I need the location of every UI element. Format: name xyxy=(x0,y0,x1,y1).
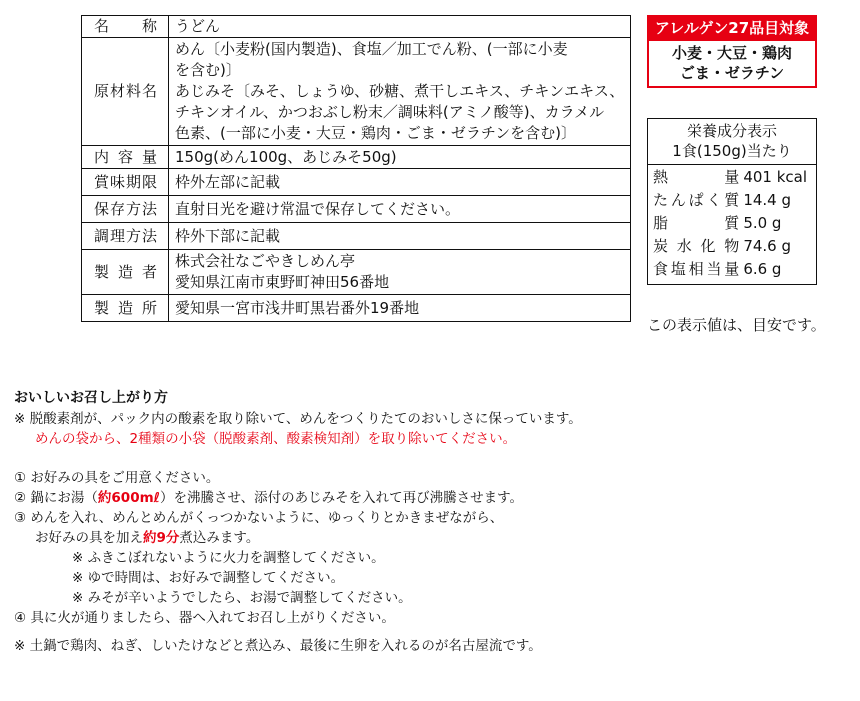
step-3-text: 煮込みます。 xyxy=(179,530,260,546)
nagoya-style-tip: ※ 土鍋で鶏肉、ねぎ、しいたけなどと煮込み、最後に生卵を入れるのが名古屋流です。 xyxy=(14,638,542,654)
ingredients-line: を含む)〕 xyxy=(175,61,241,79)
label-row-ingredients xyxy=(82,38,631,146)
nutrition-row xyxy=(648,189,816,212)
allergen-title: アレルゲン27品目対象 xyxy=(649,17,815,41)
nutrient-name: 脂質 xyxy=(653,214,740,232)
manufacturer-name: 株式会社なごやきしめん亭 xyxy=(175,252,356,270)
manufacturer-address: 愛知県江南市東野町神田56番地 xyxy=(175,273,390,291)
label-row-name xyxy=(82,16,631,38)
oxygen-absorber-note: ※ 脱酸素剤が、パック内の酸素を取り除いて、めんをつくりたてのおいしさに保っています。 xyxy=(14,411,582,427)
allergen-list xyxy=(649,41,815,86)
nutrition-note: この表示値は、目安です。 xyxy=(647,316,826,334)
nutrient-name: たんぱく質 xyxy=(653,191,740,209)
nutrition-row xyxy=(648,235,816,258)
nutrient-value: 401 kcal xyxy=(743,168,808,186)
step-1: ① お好みの具をご用意ください。 xyxy=(14,470,220,486)
allergen-line: ごま・ゼラチン xyxy=(679,64,785,82)
step-2 xyxy=(14,488,844,508)
nutrient-value: 14.4 g xyxy=(743,191,792,209)
nutrient-name: 熱量 xyxy=(653,168,740,186)
nutrition-row xyxy=(648,212,816,235)
ingredients-line: 色素、(一部に小麦・大豆・鶏肉・ごま・ゼラチンを含む)〕 xyxy=(175,124,576,142)
step-3-note: ※ ゆで時間は、お好みで調整してください。 xyxy=(72,570,345,586)
nutrient-name: 食塩相当量 xyxy=(653,260,740,278)
nutrient-value: 5.0 g xyxy=(743,214,782,232)
step-2-text: ② 鍋にお湯（ xyxy=(14,490,98,506)
nutrition-header xyxy=(648,119,816,165)
nutrition-row xyxy=(648,166,816,189)
label-value: 愛知県一宮市浅井町黒岩番外19番地 xyxy=(169,295,631,322)
nutrient-value: 74.6 g xyxy=(743,237,792,255)
label-row-factory xyxy=(82,295,631,322)
label-value xyxy=(169,250,631,295)
step-3-note: ※ ふきこぼれないように火力を調整してください。 xyxy=(72,550,385,566)
label-key: 内容量 xyxy=(82,146,169,169)
step-2-text: ）を沸騰させ、添付のあじみそを入れて再び沸騰させます。 xyxy=(160,490,524,506)
nutrient-name: 炭水化物 xyxy=(653,237,740,255)
label-key: 製造所 xyxy=(82,295,169,322)
allergen-line: 小麦・大豆・鶏肉 xyxy=(671,44,792,62)
label-value: 150g(めん100g、あじみそ50g) xyxy=(169,146,631,169)
label-row-cooking xyxy=(82,223,631,250)
label-row-expiry xyxy=(82,169,631,196)
nutrition-row xyxy=(648,258,816,281)
step-3-note: ※ みそが辛いようでしたら、お湯で調整してください。 xyxy=(72,590,412,606)
nutrition-facts-box xyxy=(647,118,817,285)
step-4: ④ 具に火が通りましたら、器へ入れてお召し上がりください。 xyxy=(14,610,395,626)
label-value: 直射日光を避け常温で保存してください。 xyxy=(169,196,631,223)
label-value xyxy=(169,38,631,146)
label-value: うどん xyxy=(169,16,631,38)
allergen-box xyxy=(647,15,817,88)
step-3-text: お好みの具を加え xyxy=(35,530,143,546)
ingredients-line: めん〔小麦粉(国内製造)、食塩／加工でん粉、(一部に小麦 xyxy=(175,40,568,58)
instructions-title: おいしいお召し上がり方 xyxy=(14,390,168,406)
label-key: 名 称 xyxy=(82,16,169,38)
nutrition-serving: 1食(150g)当たり xyxy=(672,142,792,160)
label-key: 賞味期限 xyxy=(82,169,169,196)
remove-sachets-warning: めんの袋から、2種類の小袋（脱酸素剤、酸素検知剤）を取り除いてください。 xyxy=(35,431,517,447)
label-key: 原材料名 xyxy=(82,38,169,146)
label-key: 保存方法 xyxy=(82,196,169,223)
product-label-table xyxy=(81,15,631,322)
label-value: 枠外下部に記載 xyxy=(169,223,631,250)
water-amount: 約600mℓ xyxy=(97,490,161,506)
label-row-contents xyxy=(82,146,631,169)
nutrient-value: 6.6 g xyxy=(743,260,782,278)
step-3-continued xyxy=(14,528,844,548)
preparation-instructions xyxy=(14,388,844,656)
label-key: 製造者 xyxy=(82,250,169,295)
simmer-time: 約9分 xyxy=(143,530,180,546)
ingredients-line: あじみそ〔みそ、しょうゆ、砂糖、煮干しエキス、チキンエキス、 xyxy=(175,82,625,100)
nutrition-title: 栄養成分表示 xyxy=(686,122,777,140)
ingredients-line: チキンオイル、かつおぶし粉末／調味料(アミノ酸等)、カラメル xyxy=(175,103,605,121)
step-3: ③ めんを入れ、めんとめんがくっつかないように、ゆっくりとかきまぜながら、 xyxy=(14,510,504,526)
label-key: 調理方法 xyxy=(82,223,169,250)
nutrition-rows xyxy=(648,165,816,284)
label-value: 枠外左部に記載 xyxy=(169,169,631,196)
label-row-manufacturer xyxy=(82,250,631,295)
label-row-storage xyxy=(82,196,631,223)
